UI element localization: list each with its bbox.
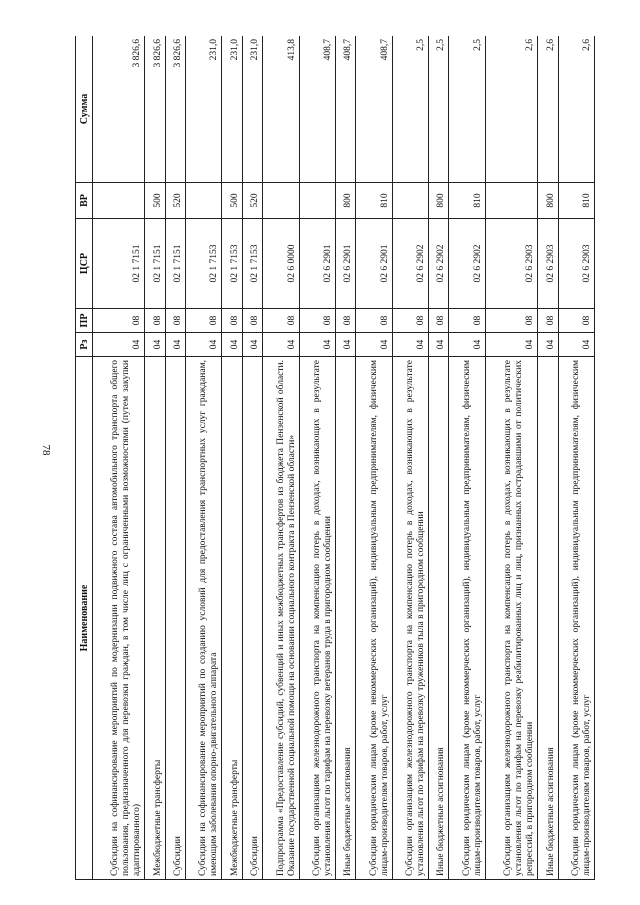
row-sum: 2,5 — [429, 36, 449, 183]
row-pr: 08 — [299, 309, 335, 333]
row-sum: 2,5 — [392, 36, 428, 183]
row-csr: 02 6 2901 — [356, 219, 392, 309]
row-name: Субсидии юридическим лицам (кроме некоммерческих организаций), индивидуальным предпринимателям, физическим лицам-производителям товаров, работ, услуг — [558, 357, 594, 880]
row-name: Подпрограмма «Предоставление субсидий, субвенций и иных межбюджетных трансфертов из бюджета Пензенской области. Оказание государственной социальной помощи на основании социального контракта в Пензенской области» — [263, 357, 299, 880]
header-sum: Сумма — [76, 36, 93, 183]
row-pr: 08 — [186, 309, 222, 333]
row-vr — [392, 183, 428, 219]
table-row — [558, 36, 594, 880]
row-name: Иные бюджетные ассигнования — [335, 357, 355, 880]
row-sum: 413,8 — [263, 36, 299, 183]
row-name: Иные бюджетные ассигнования — [429, 357, 449, 880]
row-name: Субсидии организациям железнодорожного транспорта на компенсацию потерь в доходах, возникающих в результате установления льгот по тарифам на перевозку тружеников тыла в пригородном сообщении — [392, 357, 428, 880]
row-csr: 02 1 7151 — [165, 219, 185, 309]
row-vr: 800 — [335, 183, 355, 219]
row-rz: 04 — [145, 333, 165, 357]
row-pr: 08 — [335, 309, 355, 333]
row-csr: 02 6 2902 — [392, 219, 428, 309]
row-sum: 231,0 — [186, 36, 222, 183]
row-sum: 2,6 — [558, 36, 594, 183]
header-name: Наименование — [76, 357, 93, 880]
table-row — [242, 36, 262, 880]
row-rz: 04 — [392, 333, 428, 357]
row-sum: 2,6 — [485, 36, 537, 183]
row-csr: 02 6 0000 — [263, 219, 299, 309]
row-sum: 3 826,6 — [145, 36, 165, 183]
header-rz: Рз — [76, 333, 93, 357]
row-pr: 08 — [165, 309, 185, 333]
row-rz: 04 — [429, 333, 449, 357]
row-csr: 02 6 2903 — [485, 219, 537, 309]
row-name: Субсидии организациям железнодорожного транспорта на компенсацию потерь в доходах, возникающих в результате установления льгот по тарифам на перевозку ветеранов труда в пригородном сообщении — [299, 357, 335, 880]
table-row — [145, 36, 165, 880]
row-csr: 02 6 2902 — [449, 219, 485, 309]
row-pr: 08 — [485, 309, 537, 333]
row-rz: 04 — [558, 333, 594, 357]
row-pr: 08 — [222, 309, 242, 333]
budget-table-container — [75, 36, 595, 880]
table-row — [449, 36, 485, 880]
row-sum: 3 826,6 — [93, 36, 145, 183]
row-sum: 408,7 — [299, 36, 335, 183]
row-vr: 500 — [145, 183, 165, 219]
row-name: Субсидии — [242, 357, 262, 880]
row-name: Субсидии юридическим лицам (кроме некоммерческих организаций), индивидуальным предпринимателям, физическим лицам-производителям товаров, работ, услуг — [449, 357, 485, 880]
table-row — [392, 36, 428, 880]
row-rz: 04 — [485, 333, 537, 357]
row-pr: 08 — [558, 309, 594, 333]
row-pr: 08 — [538, 309, 558, 333]
row-pr: 08 — [93, 309, 145, 333]
row-rz: 04 — [165, 333, 185, 357]
row-csr: 02 1 7153 — [186, 219, 222, 309]
row-vr — [263, 183, 299, 219]
header-vr: ВР — [76, 183, 93, 219]
row-pr: 08 — [145, 309, 165, 333]
row-pr: 08 — [263, 309, 299, 333]
table-row — [299, 36, 335, 880]
table-row — [335, 36, 355, 880]
row-pr: 08 — [356, 309, 392, 333]
row-name: Иные бюджетные ассигнования — [538, 357, 558, 880]
table-row — [222, 36, 242, 880]
header-csr: ЦСР — [76, 219, 93, 309]
row-vr: 800 — [538, 183, 558, 219]
table-row — [186, 36, 222, 880]
row-rz: 04 — [538, 333, 558, 357]
row-csr: 02 1 7153 — [222, 219, 242, 309]
row-name: Субсидии организациям железнодорожного транспорта на компенсацию потерь в доходах, возникающих в результате установления льгот по тарифам на перевозку реабилитированных лиц и лиц, признанных пострадавшими от политических репрессий, в пригородном сообщении — [485, 357, 537, 880]
row-csr: 02 6 2901 — [335, 219, 355, 309]
table-row — [538, 36, 558, 880]
budget-table — [75, 36, 595, 880]
row-pr: 08 — [242, 309, 262, 333]
rotated-page-area — [75, 36, 595, 880]
table-header-row — [76, 36, 93, 880]
table-row — [485, 36, 537, 880]
row-rz: 04 — [449, 333, 485, 357]
header-pr: ПР — [76, 309, 93, 333]
table-row — [356, 36, 392, 880]
row-csr: 02 1 7151 — [93, 219, 145, 309]
row-name: Межбюджетные трансферты — [145, 357, 165, 880]
row-vr: 810 — [449, 183, 485, 219]
row-rz: 04 — [242, 333, 262, 357]
page-number: 78 — [40, 444, 52, 456]
row-rz: 04 — [299, 333, 335, 357]
row-name: Субсидии юридическим лицам (кроме некоммерческих организаций), индивидуальным предпринимателям, физическим лицам-производителям товаров, работ, услуг — [356, 357, 392, 880]
row-csr: 02 1 7151 — [145, 219, 165, 309]
row-sum: 2,5 — [449, 36, 485, 183]
row-rz: 04 — [186, 333, 222, 357]
table-row — [429, 36, 449, 880]
row-rz: 04 — [263, 333, 299, 357]
row-pr: 08 — [429, 309, 449, 333]
row-sum: 408,7 — [356, 36, 392, 183]
row-csr: 02 6 2903 — [558, 219, 594, 309]
row-vr: 810 — [558, 183, 594, 219]
row-rz: 04 — [222, 333, 242, 357]
row-pr: 08 — [392, 309, 428, 333]
row-sum: 408,7 — [335, 36, 355, 183]
row-vr: 810 — [356, 183, 392, 219]
row-sum: 231,0 — [222, 36, 242, 183]
row-vr: 800 — [429, 183, 449, 219]
row-rz: 04 — [93, 333, 145, 357]
row-rz: 04 — [356, 333, 392, 357]
row-sum: 3 826,6 — [165, 36, 185, 183]
row-csr: 02 1 7153 — [242, 219, 262, 309]
row-name: Субсидии — [165, 357, 185, 880]
table-row — [93, 36, 145, 880]
table-row — [165, 36, 185, 880]
row-vr — [93, 183, 145, 219]
row-pr: 08 — [449, 309, 485, 333]
row-sum: 231,0 — [242, 36, 262, 183]
row-vr — [299, 183, 335, 219]
row-name: Межбюджетные трансферты — [222, 357, 242, 880]
row-vr: 520 — [242, 183, 262, 219]
row-vr: 520 — [165, 183, 185, 219]
row-vr — [186, 183, 222, 219]
row-name: Субсидии на софинансирование мероприятий по созданию условий для предоставления транспортных услуг гражданам, имеющим заболевания опорно-двигательного аппарата — [186, 357, 222, 880]
row-csr: 02 6 2901 — [299, 219, 335, 309]
row-sum: 2,6 — [538, 36, 558, 183]
row-csr: 02 6 2902 — [429, 219, 449, 309]
row-rz: 04 — [335, 333, 355, 357]
row-vr: 500 — [222, 183, 242, 219]
row-csr: 02 6 2903 — [538, 219, 558, 309]
row-vr — [485, 183, 537, 219]
table-row — [263, 36, 299, 880]
row-name: Субсидии на софинансирование мероприятий по модернизации подвижного состава автомобильного транспорта общего пользования, предназначенного для перевозки граждан, в том числе лиц с ограниченными возможностями (путем закупки адаптированного) — [93, 357, 145, 880]
